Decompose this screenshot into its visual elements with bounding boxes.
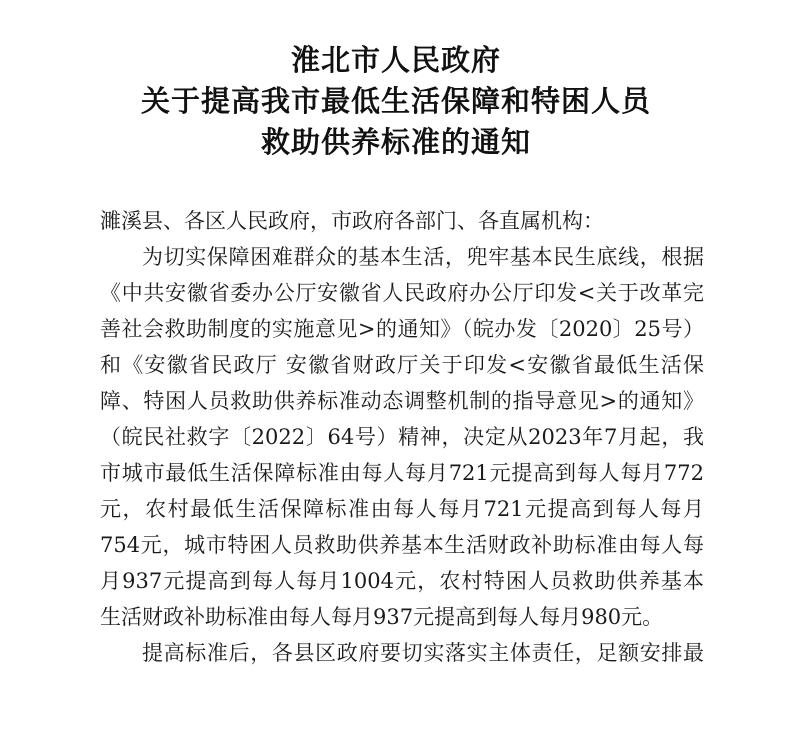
paragraph-line: 元，农村最低生活保障标准由每人每月721元提高到每人每月 xyxy=(100,497,704,521)
paragraph-line: 《中共安徽省委办公厅安徽省人民政府办公厅印发<关于改革完 xyxy=(100,281,704,305)
paragraph-line: 和《安徽省民政厅 安徽省财政厅关于印发<安徽省最低生活保 xyxy=(100,353,704,377)
paragraph-line: （皖民社救字〔2022〕64号）精神，决定从2023年7月起，我 xyxy=(100,425,704,449)
paragraph-line: 障、特困人员救助供养标准动态调整机制的指导意见>的通知》 xyxy=(100,389,704,413)
paragraph-line: 善社会救助制度的实施意见>的通知》（皖办发〔2020〕25号） xyxy=(100,317,704,341)
paragraph-1 xyxy=(100,239,704,635)
document-title xyxy=(0,40,792,163)
paragraph-line: 市城市最低生活保障标准由每人每月721元提高到每人每月772 xyxy=(100,461,704,485)
title-line-subject-end: 救助供养标准的通知 xyxy=(260,125,531,159)
paragraph-line: 月937元提高到每人每月1004元，农村特困人员救助供养基本 xyxy=(100,569,704,593)
salutation: 濉溪县、各区人民政府，市政府各部门、各直属机构： xyxy=(100,209,604,233)
document-body xyxy=(100,203,704,671)
paragraph-line: 生活财政补助标准由每人每月937元提高到每人每月980元。 xyxy=(100,605,664,629)
title-line-issuer: 淮北市人民政府 xyxy=(290,43,501,77)
paragraph-line: 754元，城市特困人员救助供养基本生活财政补助标准由每人每 xyxy=(100,533,704,557)
paragraph-2 xyxy=(100,635,704,671)
paragraph-line: 提高标准后，各县区政府要切实落实主体责任，足额安排最 xyxy=(142,641,704,665)
title-line-subject: 关于提高我市最低生活保障和特困人员 xyxy=(140,84,651,118)
paragraph-line: 为切实保障困难群众的基本生活，兜牢基本民生底线，根据 xyxy=(142,245,704,269)
